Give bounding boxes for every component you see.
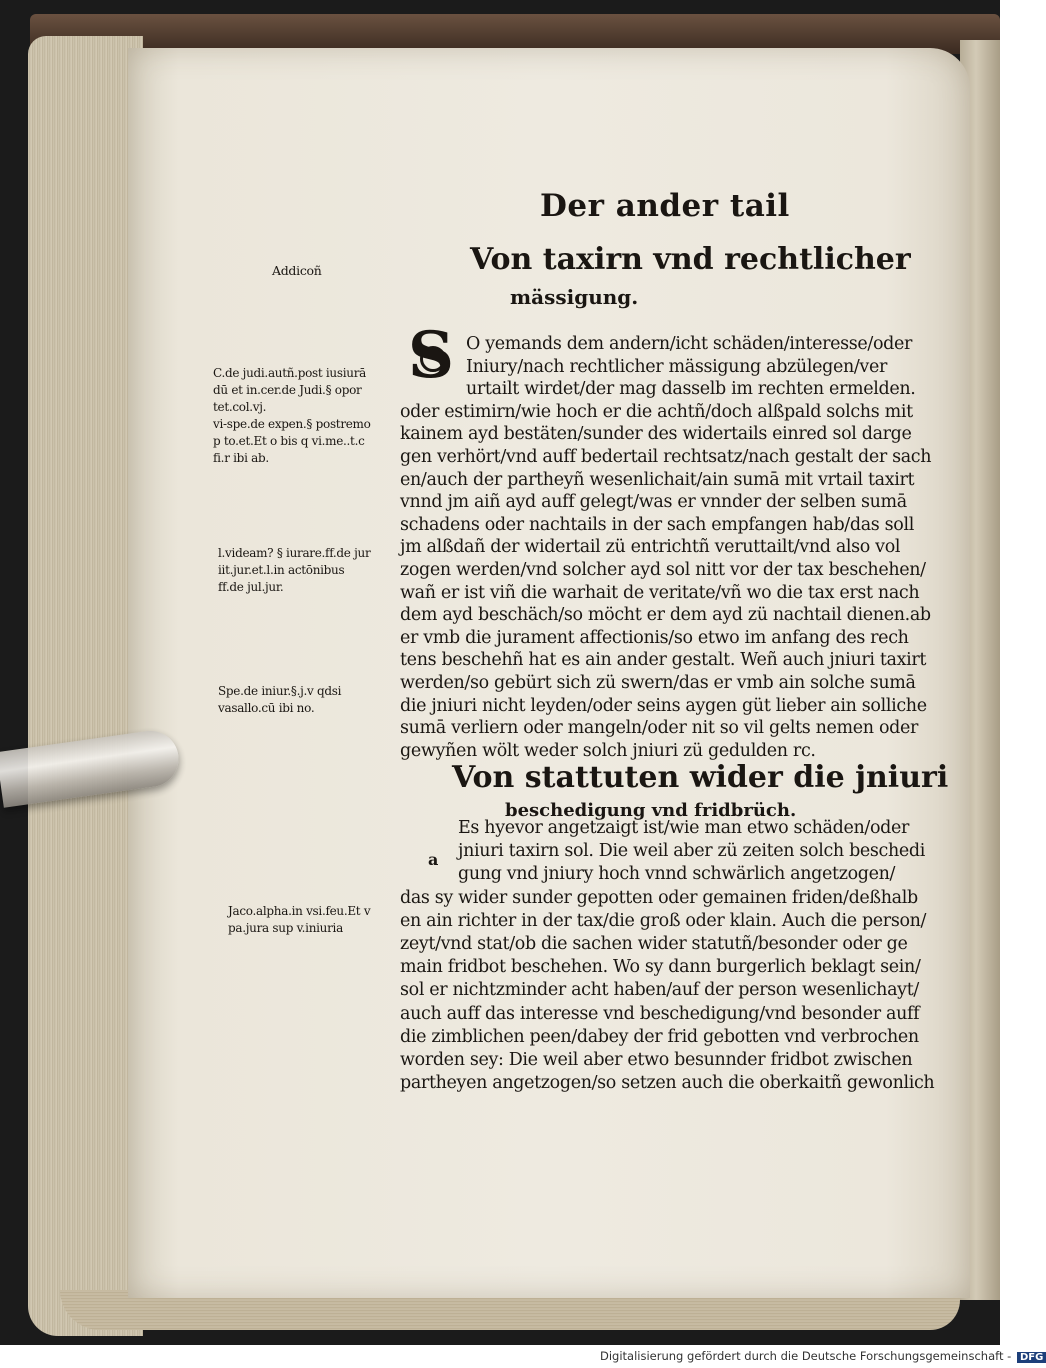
body-line: wañ er ist viñ die warhait de veritate/vñ wo die tax erst nach xyxy=(400,582,920,603)
body-line: gen verhört/vnd auff bedertail rechtsatz/nach gestalt der sach xyxy=(400,447,932,467)
margin-note-line: iit.jur.et.l.in actōnibus xyxy=(218,563,345,577)
margin-note-line: fi.r ibi ab. xyxy=(213,451,269,465)
body-line: werden/so gebürt sich zü swern/das er vmb ain solche sumā xyxy=(400,673,916,693)
margin-note-4 xyxy=(228,903,370,937)
section2-title-line1: Von stattuten wider die jniuri xyxy=(452,760,949,795)
body-line: O yemands dem andern/icht schäden/interesse/oder xyxy=(466,334,913,354)
body-line: Es hyevor angetzaigt ist/wie man etwo schäden/oder xyxy=(458,818,910,838)
body-line: worden sey: Die weil aber etwo besunnder fridbot zwischen xyxy=(400,1050,913,1070)
dfg-logo: DFG xyxy=(1017,1352,1046,1363)
body-line: gewyñen wölt weder solch jniuri zü gedulden rc. xyxy=(400,740,816,761)
running-head: Der ander tail xyxy=(540,188,790,224)
body-line: sol er nichtzminder acht haben/auf der person wesenlichayt/ xyxy=(400,980,919,1001)
page-stack-edge xyxy=(28,36,143,1336)
body-line: tens beschehñ hat es ain ander gestalt. Weñ auch jniuri taxirt xyxy=(400,650,927,671)
body-line: sumā verliern oder mangeln/oder nit so vil gelts nemen oder xyxy=(400,718,919,739)
margin-note-line: Jaco.alpha.in vsi.feu.Et v xyxy=(228,904,371,918)
margin-addicon: Addicoñ xyxy=(272,263,322,278)
body-line: gung vnd jniury hoch vnnd schwärlich angetzogen/ xyxy=(458,864,896,885)
body-line: main fridbot beschehen. Wo sy dann burgerlich beklagt sein/ xyxy=(400,957,921,978)
section1-title-line2: mässigung. xyxy=(510,285,639,309)
body-line: en ain richter in der tax/die groß oder klain. Auch die person/ xyxy=(400,910,927,931)
body-line: partheyen angetzogen/so setzen auch die oberkaitñ gewonlich xyxy=(400,1073,935,1094)
body-line: dem ayd beschäch/so möcht er dem ayd zü nachtail dienen.ab xyxy=(400,605,931,626)
body-line: er vmb die jurament affectionis/so etwo im anfang des rech xyxy=(400,627,909,648)
section2-title-line2: beschedigung vnd fridbrüch. xyxy=(505,800,797,821)
drop-cap: S xyxy=(400,326,462,388)
credit-text: Digitalisierung gefördert durch die Deutsche Forschungsgemeinschaft - xyxy=(600,1349,1012,1363)
margin-note-line: vasallo.cū ibi no. xyxy=(218,701,315,715)
body-line: jniuri taxirn sol. Die weil aber zü zeiten solch beschedi xyxy=(458,841,926,862)
margin-note-line: tet.col.vj. xyxy=(213,400,267,414)
margin-note-line: l.videam? § iurare.ff.de jur xyxy=(218,546,371,560)
digitization-credit xyxy=(600,1349,1046,1363)
body-line: auch auff das interesse vnd beschedigung/vnd besonder auff xyxy=(400,1003,920,1024)
margin-note-line: Spe.de iniur.§.j.v qdsi xyxy=(218,684,342,698)
body-line: schadens oder nachtails in der sach empfangen hab/das soll xyxy=(400,514,914,535)
body-line: vnnd jm aiñ ayd auff gelegt/was er vnnder der selben sumā xyxy=(400,492,907,513)
margin-note-line: p to.et.Et o bis q vi.me..t.c xyxy=(213,434,365,448)
body-line: die zimblichen peen/dabey der frid gebotten vnd verbrochen xyxy=(400,1026,919,1047)
body-line: urtailt wirdet/der mag dasselb im rechten ermelden. xyxy=(466,379,916,400)
body-line: die jniuri nicht leyden/oder seins aygen güt lieber ain solliche xyxy=(400,695,927,716)
body-line: das sy wider sunder gepotten oder gemainen friden/deßhalb xyxy=(400,887,918,908)
margin-note-line: C.de judi.autñ.post iusiurā xyxy=(213,366,366,380)
body-line: kainem ayd bestäten/sunder des widertails einred sol darge xyxy=(400,424,912,445)
margin-note-line: dū et in.cer.de Judi.§ opor xyxy=(213,383,362,397)
body-line: oder estimirn/wie hoch er die achtñ/doch alßpald solchs mit xyxy=(400,401,913,422)
body-line: zeyt/vnd stat/ob die sachen wider statutñ/besonder oder ge xyxy=(400,934,908,954)
body-line: zogen werden/vnd solcher ayd sol nitt vor der tax beschehen/ xyxy=(400,560,926,580)
margin-note-line: pa.jura sup v.iniuria xyxy=(228,921,343,935)
margin-note-2 xyxy=(218,545,370,596)
body-line: Iniury/nach rechtlicher mässigung abzülegen/ver xyxy=(466,356,887,377)
margin-marker-a: a xyxy=(428,850,439,869)
margin-note-1 xyxy=(213,365,371,467)
body-line: en/auch der partheyñ wesenlichait/ain sumā mit vrtail taxirt xyxy=(400,469,915,490)
margin-note-line: vi-spe.de expen.§ postremo xyxy=(213,417,371,431)
margin-note-3 xyxy=(218,683,341,717)
section1-title-line1: Von taxirn vnd rechtlicher xyxy=(470,242,911,277)
margin-note-line: ff.de jul.jur. xyxy=(218,580,284,594)
body-line: jm alßdañ der widertail zü entrichtñ veruttailt/vnd also vol xyxy=(400,537,901,558)
